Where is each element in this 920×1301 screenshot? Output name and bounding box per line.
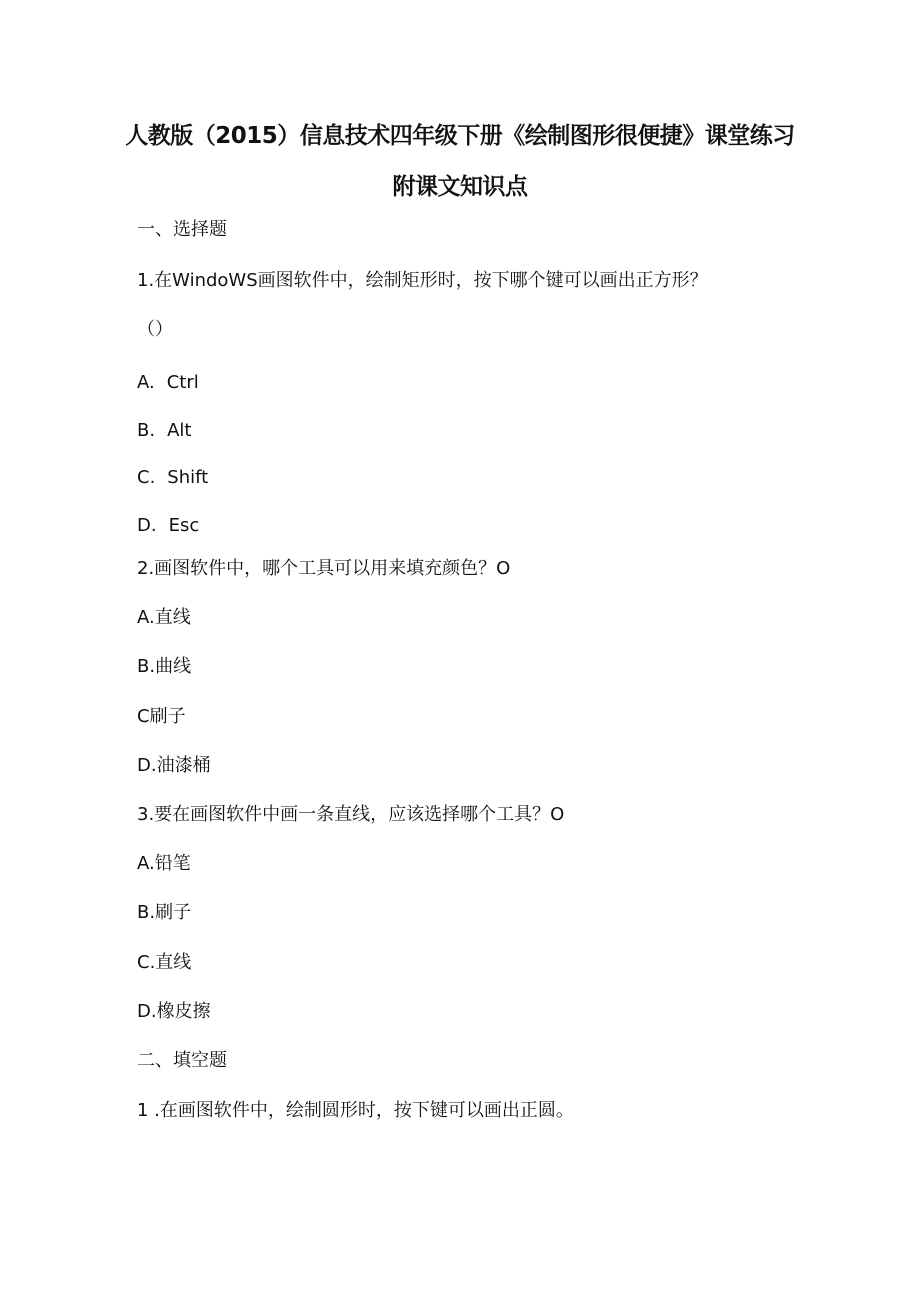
section-heading-choice: 一、选择题	[137, 219, 227, 240]
question-3-option-a: A.铅笔	[137, 853, 191, 874]
section-heading-fill: 二、填空题	[137, 1050, 227, 1071]
question-2-option-b: B.曲线	[137, 656, 192, 677]
option-letter: D.	[137, 515, 157, 536]
question-1-option-c	[137, 466, 208, 490]
document-subtitle: 附课文知识点	[392, 174, 528, 200]
question-2-option-a: A.直线	[137, 607, 191, 628]
question-1-option-a	[137, 371, 199, 395]
option-letter: C.	[137, 467, 156, 488]
fill-question-1: 1 .在画图软件中，绘制圆形时，按下键可以画出正圆。	[137, 1100, 574, 1121]
option-letter: B.	[137, 420, 156, 441]
question-3-option-b: B.刷子	[137, 902, 192, 923]
question-2-stem: 2.画图软件中，哪个工具可以用来填充颜色？O	[137, 558, 511, 579]
option-text: Alt	[167, 420, 192, 441]
question-2-option-d: D.油漆桶	[137, 755, 211, 776]
document-title: 人教版（2015）信息技术四年级下册《绘制图形很便捷》课堂练习	[125, 123, 795, 149]
question-3-stem: 3.要在画图软件中画一条直线，应该选择哪个工具？O	[137, 804, 565, 825]
question-1-stem: 1.在WindoWS画图软件中，绘制矩形时，按下哪个键可以画出正方形？	[137, 270, 708, 291]
question-1-option-d	[137, 514, 199, 538]
question-2-option-c: C刷子	[137, 706, 186, 727]
option-text: Esc	[168, 515, 200, 536]
question-1-option-b	[137, 419, 191, 443]
option-text: Shift	[167, 467, 209, 488]
question-3-option-d: D.橡皮擦	[137, 1001, 211, 1022]
option-letter: A.	[137, 372, 155, 393]
option-text: Ctrl	[166, 372, 199, 393]
question-3-option-c: C.直线	[137, 952, 192, 973]
question-1-stem-blank: （）	[137, 319, 173, 340]
